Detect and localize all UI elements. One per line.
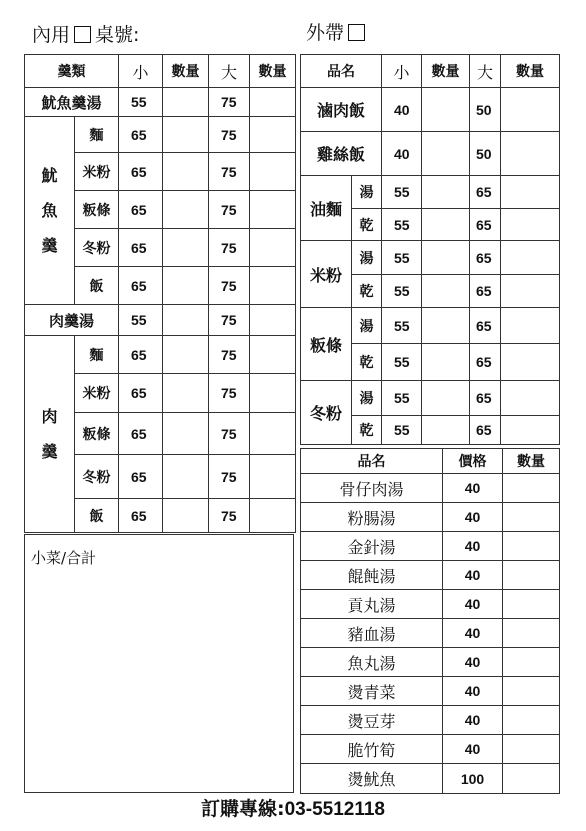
- price-large: 65: [470, 275, 501, 308]
- qty-small-cell[interactable]: [422, 132, 470, 176]
- item-name: 金針湯: [301, 532, 443, 561]
- qty-large-cell[interactable]: [501, 275, 560, 308]
- price: 40: [443, 561, 503, 590]
- sub-item: 湯: [352, 241, 382, 275]
- price-large: 65: [470, 209, 501, 241]
- item-name: 貢丸湯: [301, 590, 443, 619]
- item-name: 脆竹筍: [301, 735, 443, 764]
- table-row: [25, 336, 296, 374]
- price-small: 65: [119, 336, 163, 374]
- qty-large-cell[interactable]: [250, 229, 296, 267]
- qty-small-cell[interactable]: [422, 88, 470, 132]
- qty-large-cell[interactable]: [501, 209, 560, 241]
- sub-item: 乾: [352, 416, 382, 445]
- qty-small-cell[interactable]: [422, 209, 470, 241]
- item-name: 骨仔肉湯: [301, 474, 443, 503]
- qty-large-cell[interactable]: [501, 381, 560, 416]
- item-name: 燙豆芽: [301, 706, 443, 735]
- qty-small-cell[interactable]: [422, 344, 470, 381]
- qty-large-cell[interactable]: [250, 305, 296, 336]
- qty-small-cell[interactable]: [163, 117, 209, 153]
- header-large: 大: [209, 55, 250, 88]
- qty-cell[interactable]: [503, 764, 560, 794]
- price-small: 55: [382, 209, 422, 241]
- header-price: 價格: [443, 449, 503, 474]
- qty-large-cell[interactable]: [250, 191, 296, 229]
- price-large: 75: [209, 191, 250, 229]
- qty-large-cell[interactable]: [250, 413, 296, 455]
- sub-item: 冬粉: [75, 455, 119, 499]
- price: 40: [443, 648, 503, 677]
- price: 40: [443, 677, 503, 706]
- table-row: [25, 305, 296, 336]
- table-row: [301, 677, 560, 706]
- group-label: 粄條: [301, 308, 352, 381]
- price-small: 55: [119, 88, 163, 117]
- takeout-label: 外帶: [306, 22, 345, 44]
- table-row: [301, 619, 560, 648]
- price-small: 55: [382, 381, 422, 416]
- table-row: [301, 561, 560, 590]
- price-small: 55: [382, 176, 422, 209]
- header-qty-large: 數量: [250, 55, 296, 88]
- price: 40: [443, 590, 503, 619]
- qty-large-cell[interactable]: [250, 267, 296, 305]
- table-number-label: 桌號:: [95, 24, 140, 46]
- price-large: 75: [209, 499, 250, 533]
- price-large: 75: [209, 336, 250, 374]
- qty-cell[interactable]: [503, 474, 560, 503]
- item-name: 粉腸湯: [301, 503, 443, 532]
- qty-small-cell[interactable]: [163, 88, 209, 117]
- dine-in-checkbox[interactable]: [74, 26, 91, 43]
- qty-cell[interactable]: [503, 648, 560, 677]
- qty-cell[interactable]: [503, 590, 560, 619]
- item-name: 燙魷魚: [301, 764, 443, 794]
- qty-small-cell[interactable]: [163, 336, 209, 374]
- table-row: [301, 241, 560, 275]
- table-row: [301, 590, 560, 619]
- price-small: 65: [119, 499, 163, 533]
- header-small: 小: [382, 55, 422, 88]
- qty-large-cell[interactable]: [250, 336, 296, 374]
- price: 40: [443, 619, 503, 648]
- sub-item: 米粉: [75, 153, 119, 191]
- qty-small-cell[interactable]: [163, 455, 209, 499]
- item-name: 魷魚羹湯: [25, 88, 119, 117]
- hotline-label: 訂購專線:: [201, 798, 285, 820]
- price-large: 65: [470, 308, 501, 344]
- qty-cell[interactable]: [503, 619, 560, 648]
- price-large: 75: [209, 455, 250, 499]
- price-small: 65: [119, 153, 163, 191]
- price-small: 65: [119, 413, 163, 455]
- qty-small-cell[interactable]: [163, 191, 209, 229]
- table-row: [301, 132, 560, 176]
- price-large: 75: [209, 267, 250, 305]
- qty-small-cell[interactable]: [163, 229, 209, 267]
- price-small: 65: [119, 229, 163, 267]
- qty-small-cell[interactable]: [422, 241, 470, 275]
- price-large: 75: [209, 305, 250, 336]
- table-row: [301, 735, 560, 764]
- takeout-checkbox[interactable]: [348, 24, 365, 41]
- sub-item: 麵: [75, 117, 119, 153]
- header-qty-small: 數量: [422, 55, 470, 88]
- table-row: [301, 532, 560, 561]
- sub-item: 乾: [352, 209, 382, 241]
- qty-small-cell[interactable]: [163, 413, 209, 455]
- price-large: 75: [209, 413, 250, 455]
- price: 40: [443, 503, 503, 532]
- item-name: 雞絲飯: [301, 132, 382, 176]
- qty-large-cell[interactable]: [250, 117, 296, 153]
- qty-cell[interactable]: [503, 677, 560, 706]
- qty-cell[interactable]: [503, 735, 560, 764]
- qty-small-cell[interactable]: [422, 308, 470, 344]
- sub-item: 湯: [352, 176, 382, 209]
- price-small: 55: [382, 344, 422, 381]
- sub-item: 米粉: [75, 374, 119, 413]
- sub-item: 麵: [75, 336, 119, 374]
- item-name: 肉羹湯: [25, 305, 119, 336]
- price: 40: [443, 735, 503, 764]
- qty-large-cell[interactable]: [501, 88, 560, 132]
- qty-small-cell[interactable]: [163, 267, 209, 305]
- item-name: 魚丸湯: [301, 648, 443, 677]
- sub-item: 粄條: [75, 191, 119, 229]
- table-row: [301, 503, 560, 532]
- header-small: 小: [119, 55, 163, 88]
- price: 40: [443, 706, 503, 735]
- qty-large-cell[interactable]: [250, 455, 296, 499]
- rice-noodle-table: [300, 54, 560, 445]
- qty-large-cell[interactable]: [250, 88, 296, 117]
- table-row: [301, 88, 560, 132]
- qty-small-cell[interactable]: [422, 416, 470, 445]
- table-row: [25, 88, 296, 117]
- qty-large-cell[interactable]: [501, 308, 560, 344]
- price-large: 75: [209, 374, 250, 413]
- qty-cell[interactable]: [503, 532, 560, 561]
- table-row: [301, 764, 560, 794]
- price-small: 65: [119, 267, 163, 305]
- table-row: [301, 176, 560, 209]
- price-small: 55: [382, 308, 422, 344]
- order-hotline: [0, 797, 586, 822]
- qty-large-cell[interactable]: [501, 176, 560, 209]
- price: 40: [443, 532, 503, 561]
- group-label-pork: 肉 羹: [25, 336, 75, 533]
- price: 100: [443, 764, 503, 794]
- sub-item: 飯: [75, 499, 119, 533]
- qty-large-cell[interactable]: [250, 374, 296, 413]
- price-large: 75: [209, 88, 250, 117]
- qty-small-cell[interactable]: [163, 499, 209, 533]
- header-qty: 數量: [503, 449, 560, 474]
- qty-large-cell[interactable]: [501, 241, 560, 275]
- qty-large-cell[interactable]: [250, 499, 296, 533]
- price-large: 75: [209, 153, 250, 191]
- qty-small-cell[interactable]: [422, 381, 470, 416]
- header-qty-small: 數量: [163, 55, 209, 88]
- qty-cell[interactable]: [503, 561, 560, 590]
- dine-in-label: 內用: [32, 24, 71, 46]
- soup-thick-table: [24, 54, 296, 533]
- price-small: 55: [382, 416, 422, 445]
- item-name: 滷肉飯: [301, 88, 382, 132]
- hotline-number: 03-5512118: [284, 799, 385, 820]
- qty-large-cell[interactable]: [501, 416, 560, 445]
- dine-in-header: [32, 23, 139, 47]
- group-label: 油麵: [301, 176, 352, 241]
- header-category: 羹類: [25, 55, 119, 88]
- table-row: [301, 381, 560, 416]
- side-dish-total-label: 小菜/合計: [31, 549, 97, 567]
- sub-item: 飯: [75, 267, 119, 305]
- header-qty-large: 數量: [501, 55, 560, 88]
- table-row: [301, 648, 560, 677]
- qty-large-cell[interactable]: [501, 344, 560, 381]
- price: 40: [443, 474, 503, 503]
- sub-item: 湯: [352, 308, 382, 344]
- price-large: 75: [209, 117, 250, 153]
- price-large: 50: [470, 88, 501, 132]
- price-small: 65: [119, 374, 163, 413]
- price-large: 65: [470, 381, 501, 416]
- price-small: 40: [382, 88, 422, 132]
- price-small: 65: [119, 117, 163, 153]
- qty-small-cell[interactable]: [163, 374, 209, 413]
- sub-item: 乾: [352, 344, 382, 381]
- price-large: 75: [209, 229, 250, 267]
- table-row: [301, 474, 560, 503]
- item-name: 餛飩湯: [301, 561, 443, 590]
- soup-price-table: [300, 448, 560, 794]
- header-large: 大: [470, 55, 501, 88]
- item-name: 燙青菜: [301, 677, 443, 706]
- price-large: 65: [470, 416, 501, 445]
- price-large: 65: [470, 176, 501, 209]
- price-large: 50: [470, 132, 501, 176]
- price-large: 65: [470, 344, 501, 381]
- qty-large-cell[interactable]: [501, 132, 560, 176]
- header-item-name: 品名: [301, 55, 382, 88]
- price-large: 65: [470, 241, 501, 275]
- price-small: 55: [382, 275, 422, 308]
- header-item-name: 品名: [301, 449, 443, 474]
- table-row: [301, 706, 560, 735]
- group-label-squid: 魷 魚 羹: [25, 117, 75, 305]
- qty-cell[interactable]: [503, 706, 560, 735]
- sub-item: 冬粉: [75, 229, 119, 267]
- side-dish-total-box[interactable]: [24, 534, 294, 793]
- qty-small-cell[interactable]: [422, 275, 470, 308]
- qty-small-cell[interactable]: [422, 176, 470, 209]
- sub-item: 湯: [352, 381, 382, 416]
- price-small: 55: [382, 241, 422, 275]
- takeout-header: [306, 21, 369, 45]
- item-name: 豬血湯: [301, 619, 443, 648]
- sub-item: 粄條: [75, 413, 119, 455]
- qty-small-cell[interactable]: [163, 305, 209, 336]
- price-small: 55: [119, 305, 163, 336]
- group-label: 米粉: [301, 241, 352, 308]
- price-small: 40: [382, 132, 422, 176]
- table-row: [301, 308, 560, 344]
- sub-item: 乾: [352, 275, 382, 308]
- price-small: 65: [119, 191, 163, 229]
- qty-small-cell[interactable]: [163, 153, 209, 191]
- price-small: 65: [119, 455, 163, 499]
- qty-large-cell[interactable]: [250, 153, 296, 191]
- qty-cell[interactable]: [503, 503, 560, 532]
- table-row: [25, 117, 296, 153]
- group-label: 冬粉: [301, 381, 352, 445]
